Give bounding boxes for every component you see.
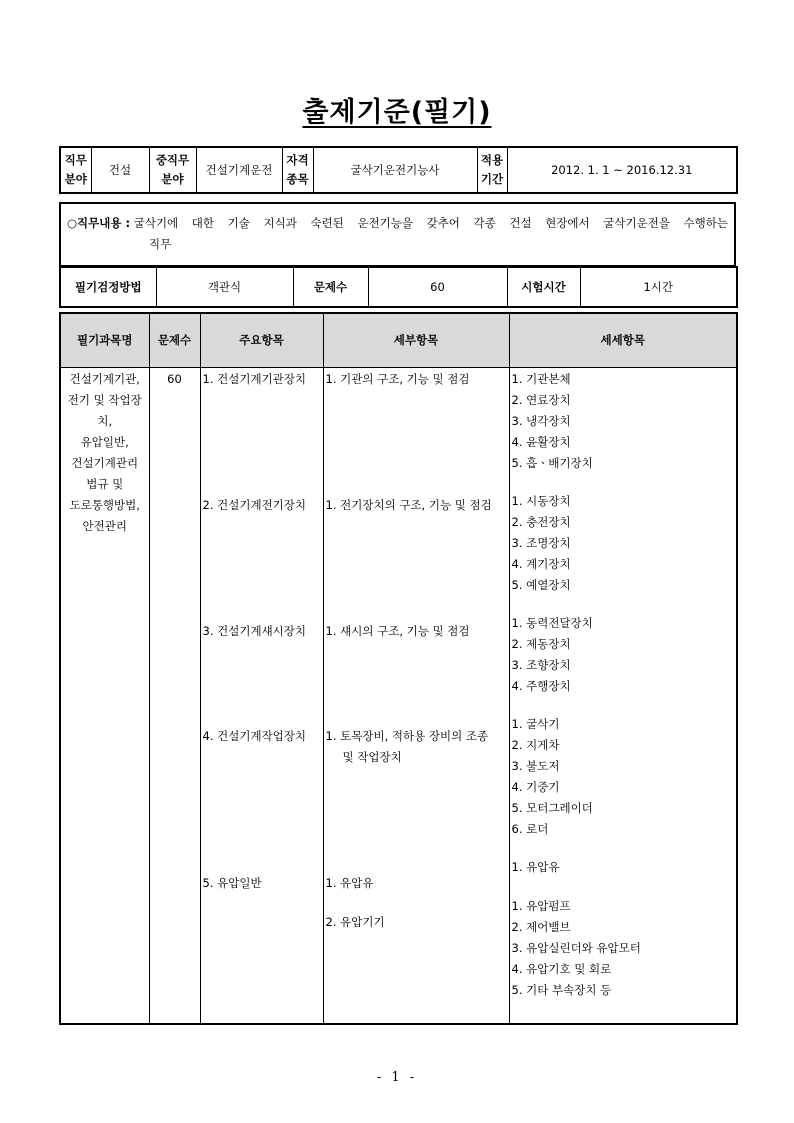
detail-item: 1. 유압유 xyxy=(511,859,560,874)
detail-item: 4. 주행장치 xyxy=(511,678,571,693)
detail-item: 5. 예열장치 xyxy=(511,577,571,592)
main-item-3: 3. 건설기계섀시장치 xyxy=(202,623,306,638)
sub-item-1: 1. 기관의 구조, 기능 및 점검 xyxy=(325,371,470,386)
subject-line: 안전관리 xyxy=(82,518,127,533)
detail-item: 3. 불도저 xyxy=(511,758,560,773)
main-item-1: 1. 건설기계기관장치 xyxy=(202,371,306,386)
page-number: - 1 - xyxy=(376,1070,418,1085)
subject-line: 도로통행방법, xyxy=(69,497,140,512)
detail-item: 2. 제동장치 xyxy=(511,636,571,651)
detail-item: 3. 조명장치 xyxy=(511,535,571,550)
header-count: 문제수 xyxy=(149,313,200,367)
main-item-5: 5. 유압일반 xyxy=(202,875,262,890)
detail-item: 4. 유압기호 및 회로 xyxy=(511,961,612,976)
sub-item-5b: 2. 유압기기 xyxy=(325,914,385,929)
subject-line: 건설기계관리 xyxy=(71,455,139,470)
detail-item: 3. 유압실린더와 유압모터 xyxy=(511,940,641,955)
detail-items-cell xyxy=(509,367,737,1024)
detail-item: 4. 기중기 xyxy=(511,779,560,794)
detail-item: 1. 유압펌프 xyxy=(511,898,571,913)
cert-value: 굴삭기운전기능사 xyxy=(313,147,477,193)
count-value: 60 xyxy=(368,267,507,307)
detail-item: 1. 기관본체 xyxy=(511,371,571,386)
method-label: 필기검정방법 xyxy=(60,267,156,307)
main-item-2: 2. 건설기계전기장치 xyxy=(202,497,306,512)
table-header-row xyxy=(60,313,737,367)
sub-item-4-cont: 및 작업장치 xyxy=(342,749,402,764)
period-value: 2012. 1. 1 ~ 2016.12.31 xyxy=(507,147,737,193)
job-field-value: 건설 xyxy=(91,147,149,193)
criteria-table xyxy=(59,312,738,1025)
detail-item: 1. 굴삭기 xyxy=(511,716,560,731)
subject-line: 유압일반, xyxy=(80,434,129,449)
description-line-2: 직무 xyxy=(149,237,172,251)
detail-item: 2. 연료장치 xyxy=(511,392,571,407)
header-sub-item: 세부항목 xyxy=(323,313,509,367)
description-label: ○직무내용 : xyxy=(67,216,131,230)
subject-line: 건설기계기관, xyxy=(69,371,140,386)
detail-item: 3. 조향장치 xyxy=(511,657,571,672)
sub-items-cell xyxy=(323,367,509,1024)
header-subject: 필기과목명 xyxy=(60,313,149,367)
method-table xyxy=(59,266,738,308)
count-label: 문제수 xyxy=(293,267,368,307)
detail-item: 1. 시동장치 xyxy=(511,493,571,508)
sub-item-3: 1. 섀시의 구조, 기능 및 점검 xyxy=(325,623,470,638)
cert-label: 자격 종목 xyxy=(282,147,313,193)
sub-field-label: 중직무 분야 xyxy=(149,147,196,193)
main-item-4: 4. 건설기계작업장치 xyxy=(202,728,306,743)
detail-item: 6. 로더 xyxy=(511,821,549,836)
header-table xyxy=(59,146,738,194)
description-line-1: 굴삭기에 대한 기술 지식과 숙련된 운전기능을 갖추어 각종 건설 현장에서 굴삭기운전을 수행하는 xyxy=(133,216,728,230)
subject-line: 전기 및 작업장치, xyxy=(67,392,142,428)
period-label: 적용 기간 xyxy=(477,147,507,193)
detail-item: 5. 모터그레이더 xyxy=(511,800,593,815)
detail-item: 2. 충전장치 xyxy=(511,514,571,529)
sub-item-5a: 1. 유압유 xyxy=(325,875,374,890)
detail-item: 1. 동력전달장치 xyxy=(511,615,593,630)
job-description xyxy=(59,202,736,267)
detail-item: 2. 제어밸브 xyxy=(511,919,571,934)
detail-item: 3. 냉각장치 xyxy=(511,413,571,428)
count-cell: 60 xyxy=(149,367,200,1024)
detail-item: 2. 지게차 xyxy=(511,737,560,752)
page-title: 출제기준(필기) xyxy=(302,97,492,128)
time-value: 1시간 xyxy=(580,267,737,307)
job-field-label: 직무 분야 xyxy=(60,147,91,193)
sub-item-4: 1. 토목장비, 적하용 장비의 조종 xyxy=(325,728,489,743)
sub-field-value: 건설기계운전 xyxy=(196,147,282,193)
detail-item: 4. 윤활장치 xyxy=(511,434,571,449)
main-items-cell xyxy=(200,367,323,1024)
subject-cell xyxy=(60,367,149,1024)
detail-item: 5. 흡ㆍ배기장치 xyxy=(511,455,593,470)
table-row xyxy=(60,367,737,1024)
header-main-item: 주요항목 xyxy=(200,313,323,367)
detail-item: 5. 기타 부속장치 등 xyxy=(511,982,612,997)
detail-item: 4. 계기장치 xyxy=(511,556,571,571)
method-value: 객관식 xyxy=(156,267,293,307)
sub-item-2: 1. 전기장치의 구조, 기능 및 점검 xyxy=(325,497,492,512)
header-detail-item: 세세항목 xyxy=(509,313,737,367)
time-label: 시험시간 xyxy=(507,267,580,307)
subject-line: 법규 및 xyxy=(86,476,124,491)
